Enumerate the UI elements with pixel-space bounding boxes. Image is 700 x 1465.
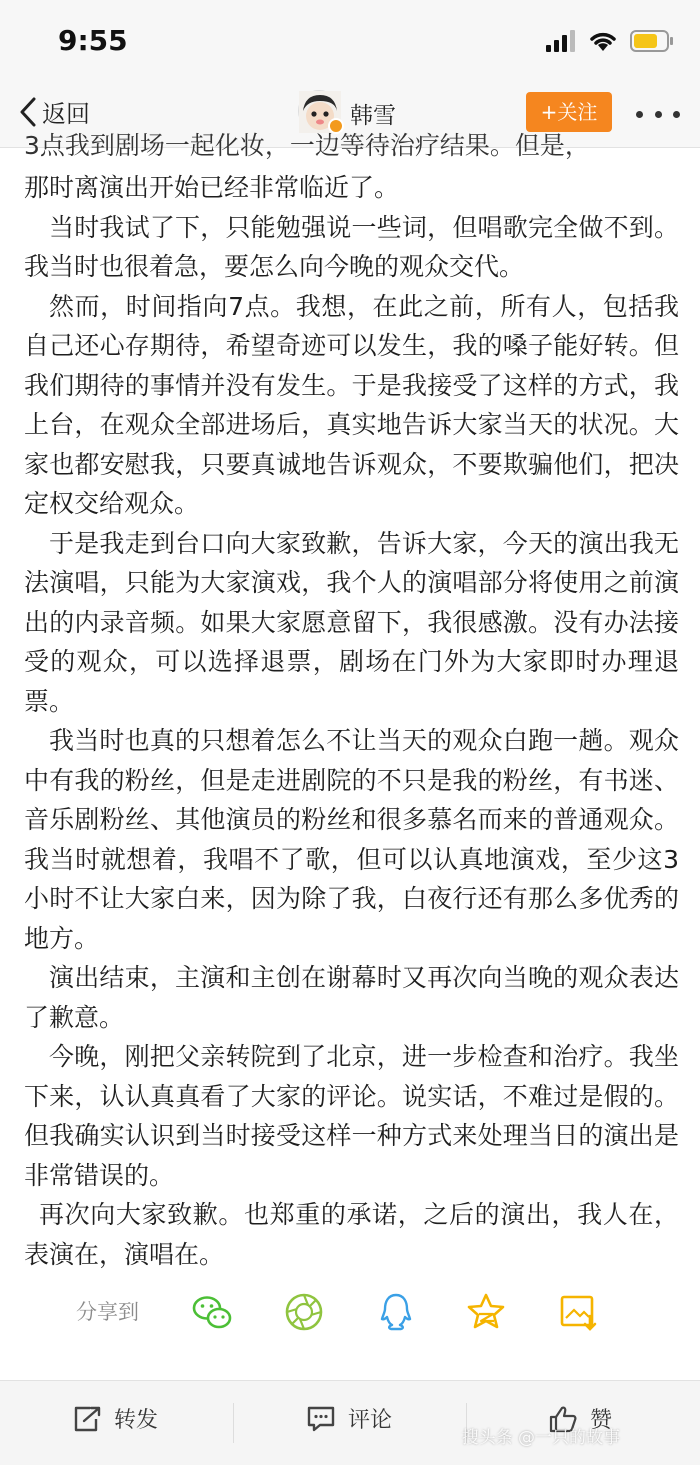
back-label: 返回 <box>42 100 90 128</box>
paragraph: 今晚，刚把父亲转院到了北京，进一步检查和治疗。我坐下来，认认真真看了大家的评论。说实话，不难过是假的。但我确实认识到当时接受这样一种方式来处理当日的演出是非常错误的。 <box>24 1042 679 1190</box>
battery-icon <box>630 30 674 52</box>
comment-icon <box>306 1405 336 1433</box>
dot-icon <box>655 111 662 118</box>
paragraph: 演出结束，主演和主创在谢幕时又再次向当晚的观众表达了歉意。 <box>24 963 679 1032</box>
repost-label: 转发 <box>114 1408 159 1433</box>
divider <box>233 1403 234 1443</box>
repost-button[interactable] <box>72 1403 158 1434</box>
paragraph: 那时离演出开始已经非常临近了。 <box>24 173 400 202</box>
wifi-icon <box>588 30 618 52</box>
user-name[interactable]: 韩雪 <box>350 103 396 129</box>
article-body <box>0 131 700 1269</box>
watermark: 搜头条 @一只的故事 <box>461 1428 620 1448</box>
share-label: 分享到 <box>76 1300 139 1324</box>
dot-icon <box>636 111 643 118</box>
status-icons <box>546 30 674 52</box>
moments-icon[interactable] <box>282 1290 326 1334</box>
save-image-icon[interactable] <box>556 1290 600 1334</box>
comment-label: 评论 <box>348 1408 393 1433</box>
paragraph: 我当时也真的只想着怎么不让当天的观众白跑一趟。观众中有我的粉丝，但是走进剧院的不只是我的粉丝，有书迷、音乐剧粉丝、其他演员的粉丝和很多慕名而来的普通观众。我当时就想着，我唱不了歌，但可以认真地演戏，至少这3小时不让大家白来，因为除了我，白夜行还有那么多优秀的地方。 <box>24 726 679 953</box>
like-label: 赞 <box>590 1408 613 1433</box>
qzone-star-icon[interactable] <box>464 1290 508 1334</box>
repost-icon <box>72 1405 102 1433</box>
qq-icon[interactable] <box>374 1290 418 1334</box>
paragraph: 于是我走到台口向大家致歉，告诉大家，今天的演出我无法演唱，只能为大家演戏，我个人的演唱部分将使用之前演出的内录音频。如果大家愿意留下，我很感激。没有办法接受的观众，可以选择退票，剧场在门外为大家即时办理退票。 <box>24 528 679 716</box>
bottom-action-bar <box>0 1380 700 1465</box>
paragraph: 再次向大家致歉。也郑重的承诺，之后的演出，我人在，表演在，演唱在。 <box>24 1200 679 1269</box>
paragraph: 然而，时间指向7点。我想，在此之前，所有人，包括我自己还心存期待，希望奇迹可以发生，我的嗓子能好转。但我们期待的事情并没有发生。于是我接受了这样的方式，我上台，在观众全部进场后，真实地告诉大家当天的状况。大家也都安慰我，只要真诚地告诉观众，不要欺骗他们，把决定权交给观众。 <box>24 291 679 518</box>
back-button[interactable] <box>18 94 90 129</box>
follow-button[interactable]: +关注 <box>526 92 612 132</box>
clipped-text-line: 3点我到剧场一起化妆，一边等待治疗结果。但是， <box>24 131 590 160</box>
status-time: 9:55 <box>58 24 128 57</box>
paragraph: 当时我试了下，只能勉强说一些词，但唱歌完全做不到。我当时也很着急，要怎么向今晚的观众交代。 <box>24 212 679 281</box>
dot-icon <box>673 111 680 118</box>
more-options-button[interactable] <box>636 94 680 134</box>
chevron-left-icon <box>18 96 38 128</box>
share-row <box>0 1280 700 1344</box>
signal-icon <box>546 30 576 52</box>
wechat-icon[interactable] <box>190 1290 234 1334</box>
status-bar <box>0 0 700 80</box>
paragraph-list <box>24 168 679 1274</box>
comment-button[interactable] <box>306 1403 392 1434</box>
